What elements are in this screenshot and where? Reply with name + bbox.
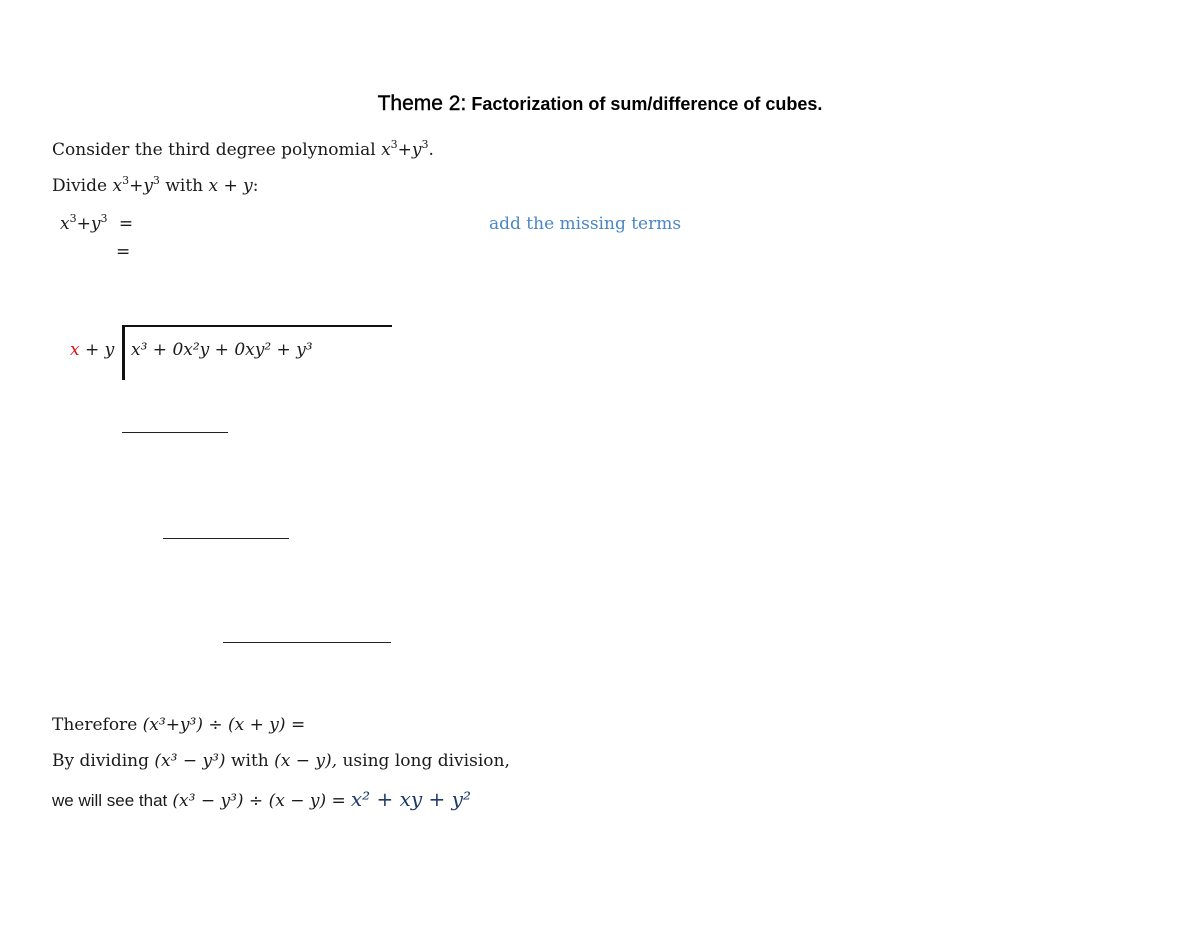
poly-plus: + xyxy=(397,140,412,160)
work-line-2 xyxy=(163,538,289,539)
divisor-inline-rest: + y xyxy=(218,176,253,196)
divide-x-exp: 3 xyxy=(122,174,130,187)
by-dividing-line xyxy=(52,751,510,771)
result-lhs: (x³ − y³) ÷ (x − y) = xyxy=(172,791,346,811)
poly-x: x xyxy=(381,140,391,160)
divide-y-exp: 3 xyxy=(152,174,160,187)
eq-plus: + xyxy=(76,214,91,234)
poly-y-exp: 3 xyxy=(421,138,429,151)
long-division-divisor xyxy=(70,340,114,360)
divide-text: Divide xyxy=(52,176,108,196)
we-will-text: we will see that xyxy=(52,791,168,810)
eq-equals-2: = xyxy=(116,242,131,262)
equation-line-1 xyxy=(60,214,133,234)
eq-equals-1: = xyxy=(118,214,134,234)
hint-text: add the missing terms xyxy=(489,214,682,234)
eq-y-exp: 3 xyxy=(100,212,108,225)
division-bracket-vertical xyxy=(122,326,125,380)
by-dividing-divisor: (x − y), xyxy=(274,751,338,771)
title-rest: Factorization of sum/difference of cubes. xyxy=(466,94,823,114)
therefore-text: Therefore xyxy=(52,715,138,735)
by-dividing-expr: (x³ − y³) xyxy=(154,751,226,771)
therefore-line xyxy=(52,715,305,735)
long-division-dividend: x³ + 0x²y + 0xy² + y³ xyxy=(131,340,313,360)
result-line xyxy=(52,787,471,811)
divide-plus: + xyxy=(129,176,144,196)
poly-y: y xyxy=(411,140,422,160)
eq-x-exp: 3 xyxy=(69,212,77,225)
divide-y: y xyxy=(143,176,153,196)
by-dividing-text: By dividing xyxy=(52,751,150,771)
by-dividing-with: with xyxy=(230,751,269,771)
result-rhs: x² + xy + y² xyxy=(350,787,471,811)
eq-y: y xyxy=(90,214,101,234)
work-line-3 xyxy=(223,642,391,643)
therefore-expr: (x³+y³) ÷ (x + y) = xyxy=(142,715,306,735)
intro-consider-line: Consider the third degree polynomial $x^3+y^3$. xyxy=(52,138,434,160)
intro-divide-line: Divide $x^3+y^3$ with x + y: xyxy=(52,174,259,196)
eq-x: x xyxy=(60,214,70,234)
divide-x: x xyxy=(112,176,123,196)
divisor-inline-x: x xyxy=(208,176,219,196)
poly-x-exp: 3 xyxy=(390,138,398,151)
by-dividing-using: using long division, xyxy=(342,751,510,771)
with-text: with xyxy=(165,176,204,196)
consider-text: Consider the third degree polynomial xyxy=(52,140,376,160)
division-bracket-top xyxy=(122,325,392,327)
page-title xyxy=(0,92,1200,116)
title-lead: Theme 2: xyxy=(377,92,467,115)
work-line-1 xyxy=(122,432,228,433)
divisor-rest: + y xyxy=(79,340,115,360)
divisor-x: x xyxy=(70,340,80,360)
